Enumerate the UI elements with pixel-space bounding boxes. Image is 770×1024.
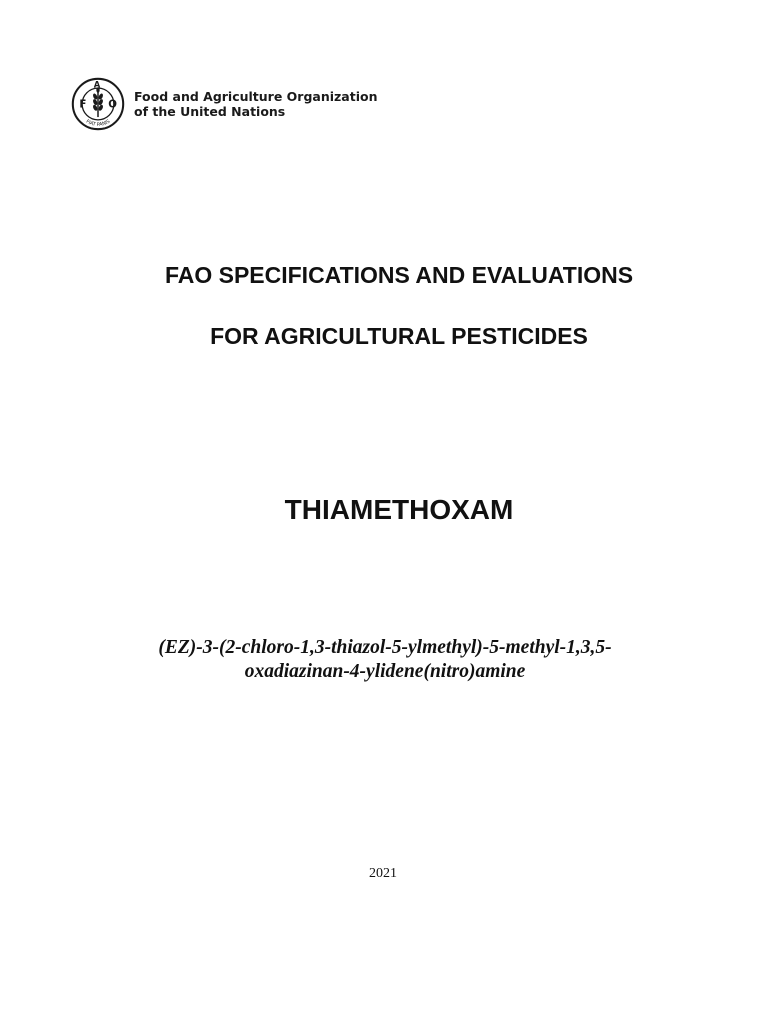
org-name-line-1: Food and Agriculture Organization [134,89,378,104]
fao-logo-icon [70,76,126,132]
publication-year: 2021 [369,866,397,881]
document-title-line-2: FOR AGRICULTURAL PESTICIDES [210,323,588,349]
chemical-name [0,636,770,684]
document-title-line-1: FAO SPECIFICATIONS AND EVALUATIONS [164,262,634,288]
logo-letter-f: F [79,98,87,111]
chemical-name-line-2: oxadiazinan-4-ylidene(nitro)amine [244,661,526,682]
organization-name [134,89,378,119]
logo-letter-a: A [93,79,101,90]
org-name-line-2: of the United Nations [134,104,286,119]
pesticide-common-name: THIAMETHOXAM [284,494,514,525]
chemical-name-line-1: (EZ)-3-(2-chloro-1,3-thiazol-5-ylmethyl)-5-methyl-1,3,5- [158,637,612,658]
logo-letter-o: O [108,98,117,111]
fao-header [70,76,378,132]
logo-motto: FIAT PANIS [84,118,112,128]
